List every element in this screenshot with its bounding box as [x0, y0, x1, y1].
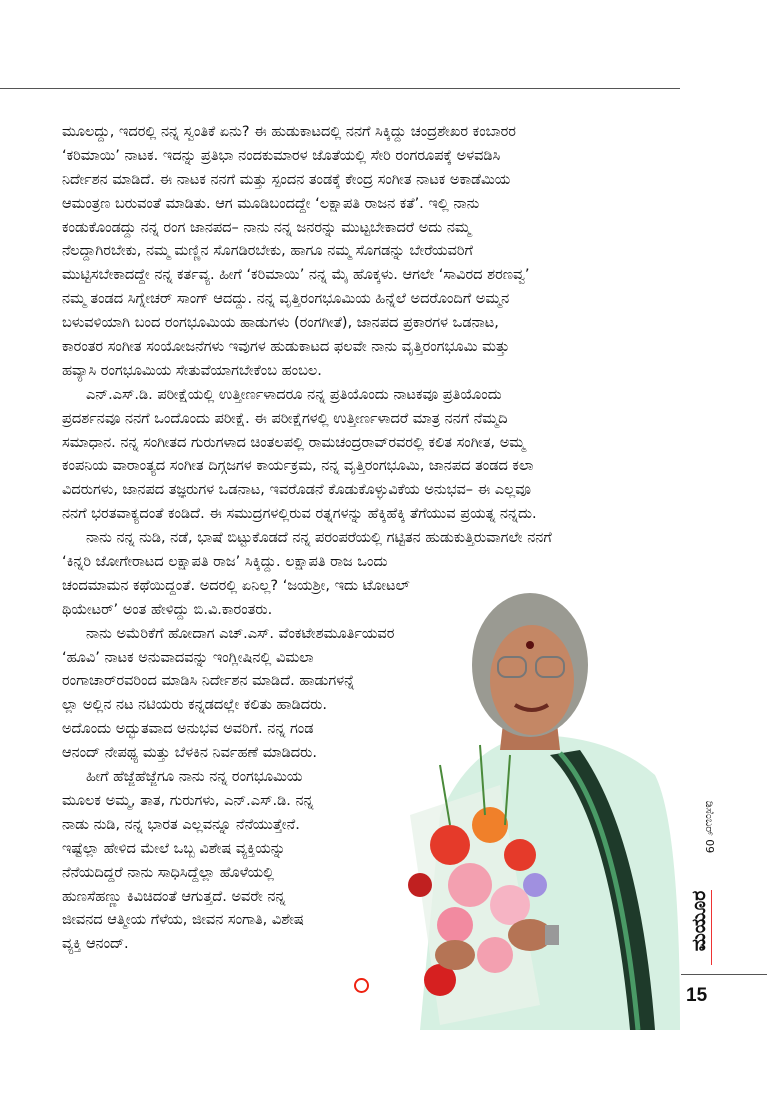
text-line: ಮುಟ್ಟಿಸಬೇಕಾದದ್ದೇ ನನ್ನ ಕರ್ತವ್ಯ. ಹೀಗೆ ‘ಕರಿಮಾಯಿ’ ನನ್ನ ಮೈ ಹೊಕ್ಕಳು. ಆಗಲೇ ‘ಸಾವಿರದ ಶರಣವ್ವ’	[62, 267, 530, 284]
text-line: ಸಮಾಧಾನ. ನನ್ನ ಸಂಗೀತದ ಗುರುಗಳಾದ ಚಿಂತಲಪಲ್ಲಿ ರಾಮಚಂದ್ರರಾವ್‌ರವರಲ್ಲಿ ಕಲಿತ ಸಂಗೀತ, ಅಮ್ಮ	[62, 434, 526, 451]
red-rule	[711, 890, 712, 965]
text-line: ರಂಗಾಚಾರ್‌ರವರಿಂದ ಮಾಡಿಸಿ ನಿರ್ದೇಶನ ಮಾಡಿದೆ. ಹಾಡುಗಳನ್ನೆ	[62, 673, 355, 690]
text-line: ಕಂಡುಕೊಂಡದ್ದು ನನ್ನ ರಂಗ ಜಾನಪದ– ನಾನು ನನ್ನ ಜನರನ್ನು ಮುಟ್ಟಬೇಕಾದರೆ ಅದು ನಮ್ಮ	[62, 219, 471, 236]
text-line: ಕಾರಂತರ ಸಂಗೀತ ಸಂಯೋಜನೆಗಳು ಇವುಗಳ ಹುಡುಕಾಟದ ಫಲವೇ ನಾನು ವೃತ್ತಿರಂಗಭೂಮಿ ಮತ್ತು	[62, 339, 510, 356]
photo-woman-with-bouquet	[380, 585, 690, 1030]
text-line: ಪ್ರದರ್ಶನವೂ ನನಗೆ ಒಂದೊಂದು ಪರೀಕ್ಷೆ. ಈ ಪರೀಕ್ಷೆಗಳಲ್ಲಿ ಉತ್ತೀರ್ಣಳಾದರೆ ಮಾತ್ರ ನನಗೆ ನೆಮ್ಮದಿ	[62, 410, 508, 427]
text-line: ನಮ್ಮ ತಂಡದ ಸಿಗ್ನೇಚರ್ ಸಾಂಗ್ ಆದದ್ದು. ನನ್ನ ವೃತ್ತಿರಂಗಭೂಮಿಯ ಹಿನ್ನೆಲೆ ಅದರೊಂದಿಗೆ ಅಮ್ಮನ	[62, 291, 510, 308]
text-line: ‘ಕಿನ್ನರಿ ಜೋಗೇರಾಟದ ಲಕ್ಷಾಪತಿ ರಾಜ’ ಸಿಕ್ಕಿದ್ದು. ಲಕ್ಷಾಪತಿ ರಾಜ ಒಂದು	[62, 554, 388, 571]
text-line: ಇಷ್ಟೆಲ್ಲಾ ಹೇಳಿದ ಮೇಲೆ ಒಬ್ಬ ವಿಶೇಷ ವ್ಯಕ್ತಿಯನ್ನು	[62, 840, 286, 857]
text-line: ವಿದರುಗಳು, ಜಾನಪದ ತಜ್ಞರುಗಳ ಒಡನಾಟ, ಇವರೊಡನೆ ಕೊಡುಕೊಳ್ಳುವಿಕೆಯ ಅನುಭವ– ಈ ಎಲ್ಲವೂ	[62, 482, 531, 499]
text-line: ಎನ್.ಎಸ್.ಡಿ. ಪರೀಕ್ಷೆಯಲ್ಲಿ ಉತ್ತೀರ್ಣಳಾದರೂ ನನ್ನ ಪ್ರತಿಯೊಂದು ನಾಟಕವೂ ಪ್ರತಿಯೊಂದು	[86, 386, 502, 403]
sidebar-folio	[684, 800, 724, 970]
text-line: ಹೀಗೆ ಹೆಜ್ಜೆಹೆಜ್ಜೆಗೂ ನಾನು ನನ್ನ ರಂಗಭೂಮಿಯ	[86, 769, 303, 786]
text-line: ಆಮಂತ್ರಣ ಬರುವಂತೆ ಮಾಡಿತು. ಆಗ ಮೂಡಿಬಂದದ್ದೇ ‘ಲಕ್ಷಾಪತಿ ರಾಜನ ಕತೆ’. ಇಲ್ಲಿ ನಾನು	[62, 195, 480, 212]
text-line: ಅದೊಂದು ಅದ್ಭುತವಾದ ಅನುಭವ ಅವರಿಗೆ. ನನ್ನ ಗಂಡ	[62, 721, 314, 738]
text-line: ನಿರ್ದೇಶನ ಮಾಡಿದೆ. ಈ ನಾಟಕ ನನಗೆ ಮತ್ತು ಸ್ಪಂದನ ತಂಡಕ್ಕೆ ಕೇಂದ್ರ ಸಂಗೀತ ನಾಟಕ ಅಕಾಡೆಮಿಯ	[62, 171, 511, 188]
text-line: ಲ್ಲಾ ಅಲ್ಲಿನ ನಟ ನಟಿಯರು ಕನ್ನಡದಲ್ಲೇ ಕಲಿತು ಹಾಡಿದರು.	[62, 697, 327, 714]
text-line: ಹುಣಸೆಹಣ್ಣು ಕಿವಿಚಿದಂತೆ ಆಗುತ್ತದೆ. ಅವರೇ ನನ್ನ	[62, 888, 286, 905]
page-number: 15	[686, 985, 708, 1006]
text-line: ನೆಲದ್ದಾಗಿರಬೇಕು, ನಮ್ಮ ಮಣ್ಣಿನ ಸೊಗಡಿರಬೇಕು, ಹಾಗೂ ನಮ್ಮ ಸೊಗಡನ್ನು ಬೇರೆಯವರಿಗೆ	[62, 243, 473, 260]
text-line: ಬಳುವಳಿಯಾಗಿ ಬಂದ ರಂಗಭೂಮಿಯ ಹಾಡುಗಳು (ರಂಗಗೀತೆ), ಜಾನಪದ ಪ್ರಕಾರಗಳ ಒಡನಾಟ,	[62, 315, 499, 332]
text-line: ‘ಕರಿಮಾಯಿ’ ನಾಟಕ. ಇದನ್ನು ಪ್ರತಿಭಾ ನಂದಕುಮಾರಳ ಜೊತೆಯಲ್ಲಿ ಸೇರಿ ರಂಗರೂಪಕ್ಕೆ ಅಳವಡಿಸಿ	[62, 147, 501, 164]
text-line: ನಾಡು ನುಡಿ, ನನ್ನ ಭಾರತ ಎಲ್ಲವನ್ನೂ ನೆನೆಯುತ್ತೇನೆ.	[62, 816, 300, 833]
text-line: ನಾನು ನನ್ನ ನುಡಿ, ನಡೆ, ಭಾಷೆ ಬಿಟ್ಟುಕೊಡದೆ ನನ್ನ ಪರಂಪರೆಯಲ್ಲಿ ಗಟ್ಟಿತನ ಹುಡುಕುತ್ತಿರುವಾಗಲೇ ನನಗೆ	[86, 530, 552, 547]
end-of-article-mark	[354, 978, 369, 993]
paragraph	[62, 384, 672, 527]
text-line: ಮೂಲಕ ಅಮ್ಮ, ತಾತ, ಗುರುಗಳು, ಎನ್.ಎಸ್.ಡಿ. ನನ್ನ	[62, 792, 314, 809]
text-line: ನೆನೆಯದಿದ್ದರೆ ನಾನು ಸಾಧಿಸಿದ್ದೆಲ್ಲಾ ಹೊಳೆಯಲ್ಲಿ	[62, 864, 275, 881]
text-line: ಥಿಯೇಟರ್’ ಅಂತ ಹೇಳಿದ್ದು ಬಿ.ವಿ.ಕಾರಂತರು.	[62, 601, 273, 618]
text-line: ಆನಂದ್ ನೇಪಥ್ಯ ಮತ್ತು ಬೆಳಕಿನ ನಿರ್ವಹಣೆ ಮಾಡಿದರು.	[62, 745, 317, 762]
text-line: ಹವ್ಯಾಸಿ ರಂಗಭೂಮಿಯ ಸೇತುವೆಯಾಗಬೇಕೆಂಬ ಹಂಬಲ.	[62, 362, 322, 379]
text-line: ನನಗೆ ಭರತವಾಕ್ಯದಂತೆ ಕಂಡಿದೆ. ಈ ಸಮುದ್ರಗಳಲ್ಲಿರುವ ರತ್ನಗಳನ್ನು ಹೆಕ್ಕಿಹೆಕ್ಕಿ ತೆಗೆಯುವ ಪ್ರಯತ್ನ ನನ್ನದು.	[62, 506, 537, 523]
paragraph	[62, 121, 672, 384]
text-line: ನಾನು ಅಮೆರಿಕೆಗೆ ಹೋದಾಗ ಎಚ್.ಎಸ್. ವೆಂಕಟೇಶಮೂರ್ತಿಯವರ	[86, 625, 395, 642]
text-line: ‘ಹೂವಿ’ ನಾಟಕ ಅನುವಾದವನ್ನು ಇಂಗ್ಲೀಷಿನಲ್ಲಿ ವಿಮಲಾ	[62, 649, 314, 666]
text-line: ಜೀವನದ ಆತ್ಮೀಯ ಗೆಳೆಯ, ಜೀವನ ಸಂಗಾತಿ, ವಿಶೇಷ	[62, 912, 304, 929]
text-line: ವ್ಯಕ್ತಿ ಆನಂದ್.	[62, 936, 129, 953]
issue-date: ಡಿಸೆಂಬರ್ 09	[703, 800, 716, 854]
top-rule	[0, 88, 680, 89]
text-line: ಚಂದಮಾಮನ ಕಥೆಯಿದ್ದಂತೆ. ಅದರಲ್ಲಿ ಏನಿಲ್ಲ? ‘ಜಯಶ್ರೀ, ಇದು ಟೋಟಲ್	[62, 577, 410, 594]
text-line: ಮೂಲದ್ದು, ಇದರಲ್ಲಿ ನನ್ನ ಸ್ವಂತಿಕೆ ಏನು? ಈ ಹುಡುಕಾಟದಲ್ಲಿ ನನಗೆ ಸಿಕ್ಕಿದ್ದು ಚಂದ್ರಶೇಖರ ಕಂಬಾರರ	[62, 124, 516, 140]
magazine-name: ಮಯೂರ	[688, 890, 710, 952]
text-line: ಕಂಪನಿಯ ವಾರಾಂತ್ಯದ ಸಂಗೀತ ದಿಗ್ಗಜಗಳ ಕಾರ್ಯಕ್ರಮ, ನನ್ನ ವೃತ್ತಿರಂಗಭೂಮಿ, ಜಾನಪದ ತಂಡದ ಕಲಾ	[62, 458, 534, 475]
bottom-rule	[681, 974, 767, 975]
